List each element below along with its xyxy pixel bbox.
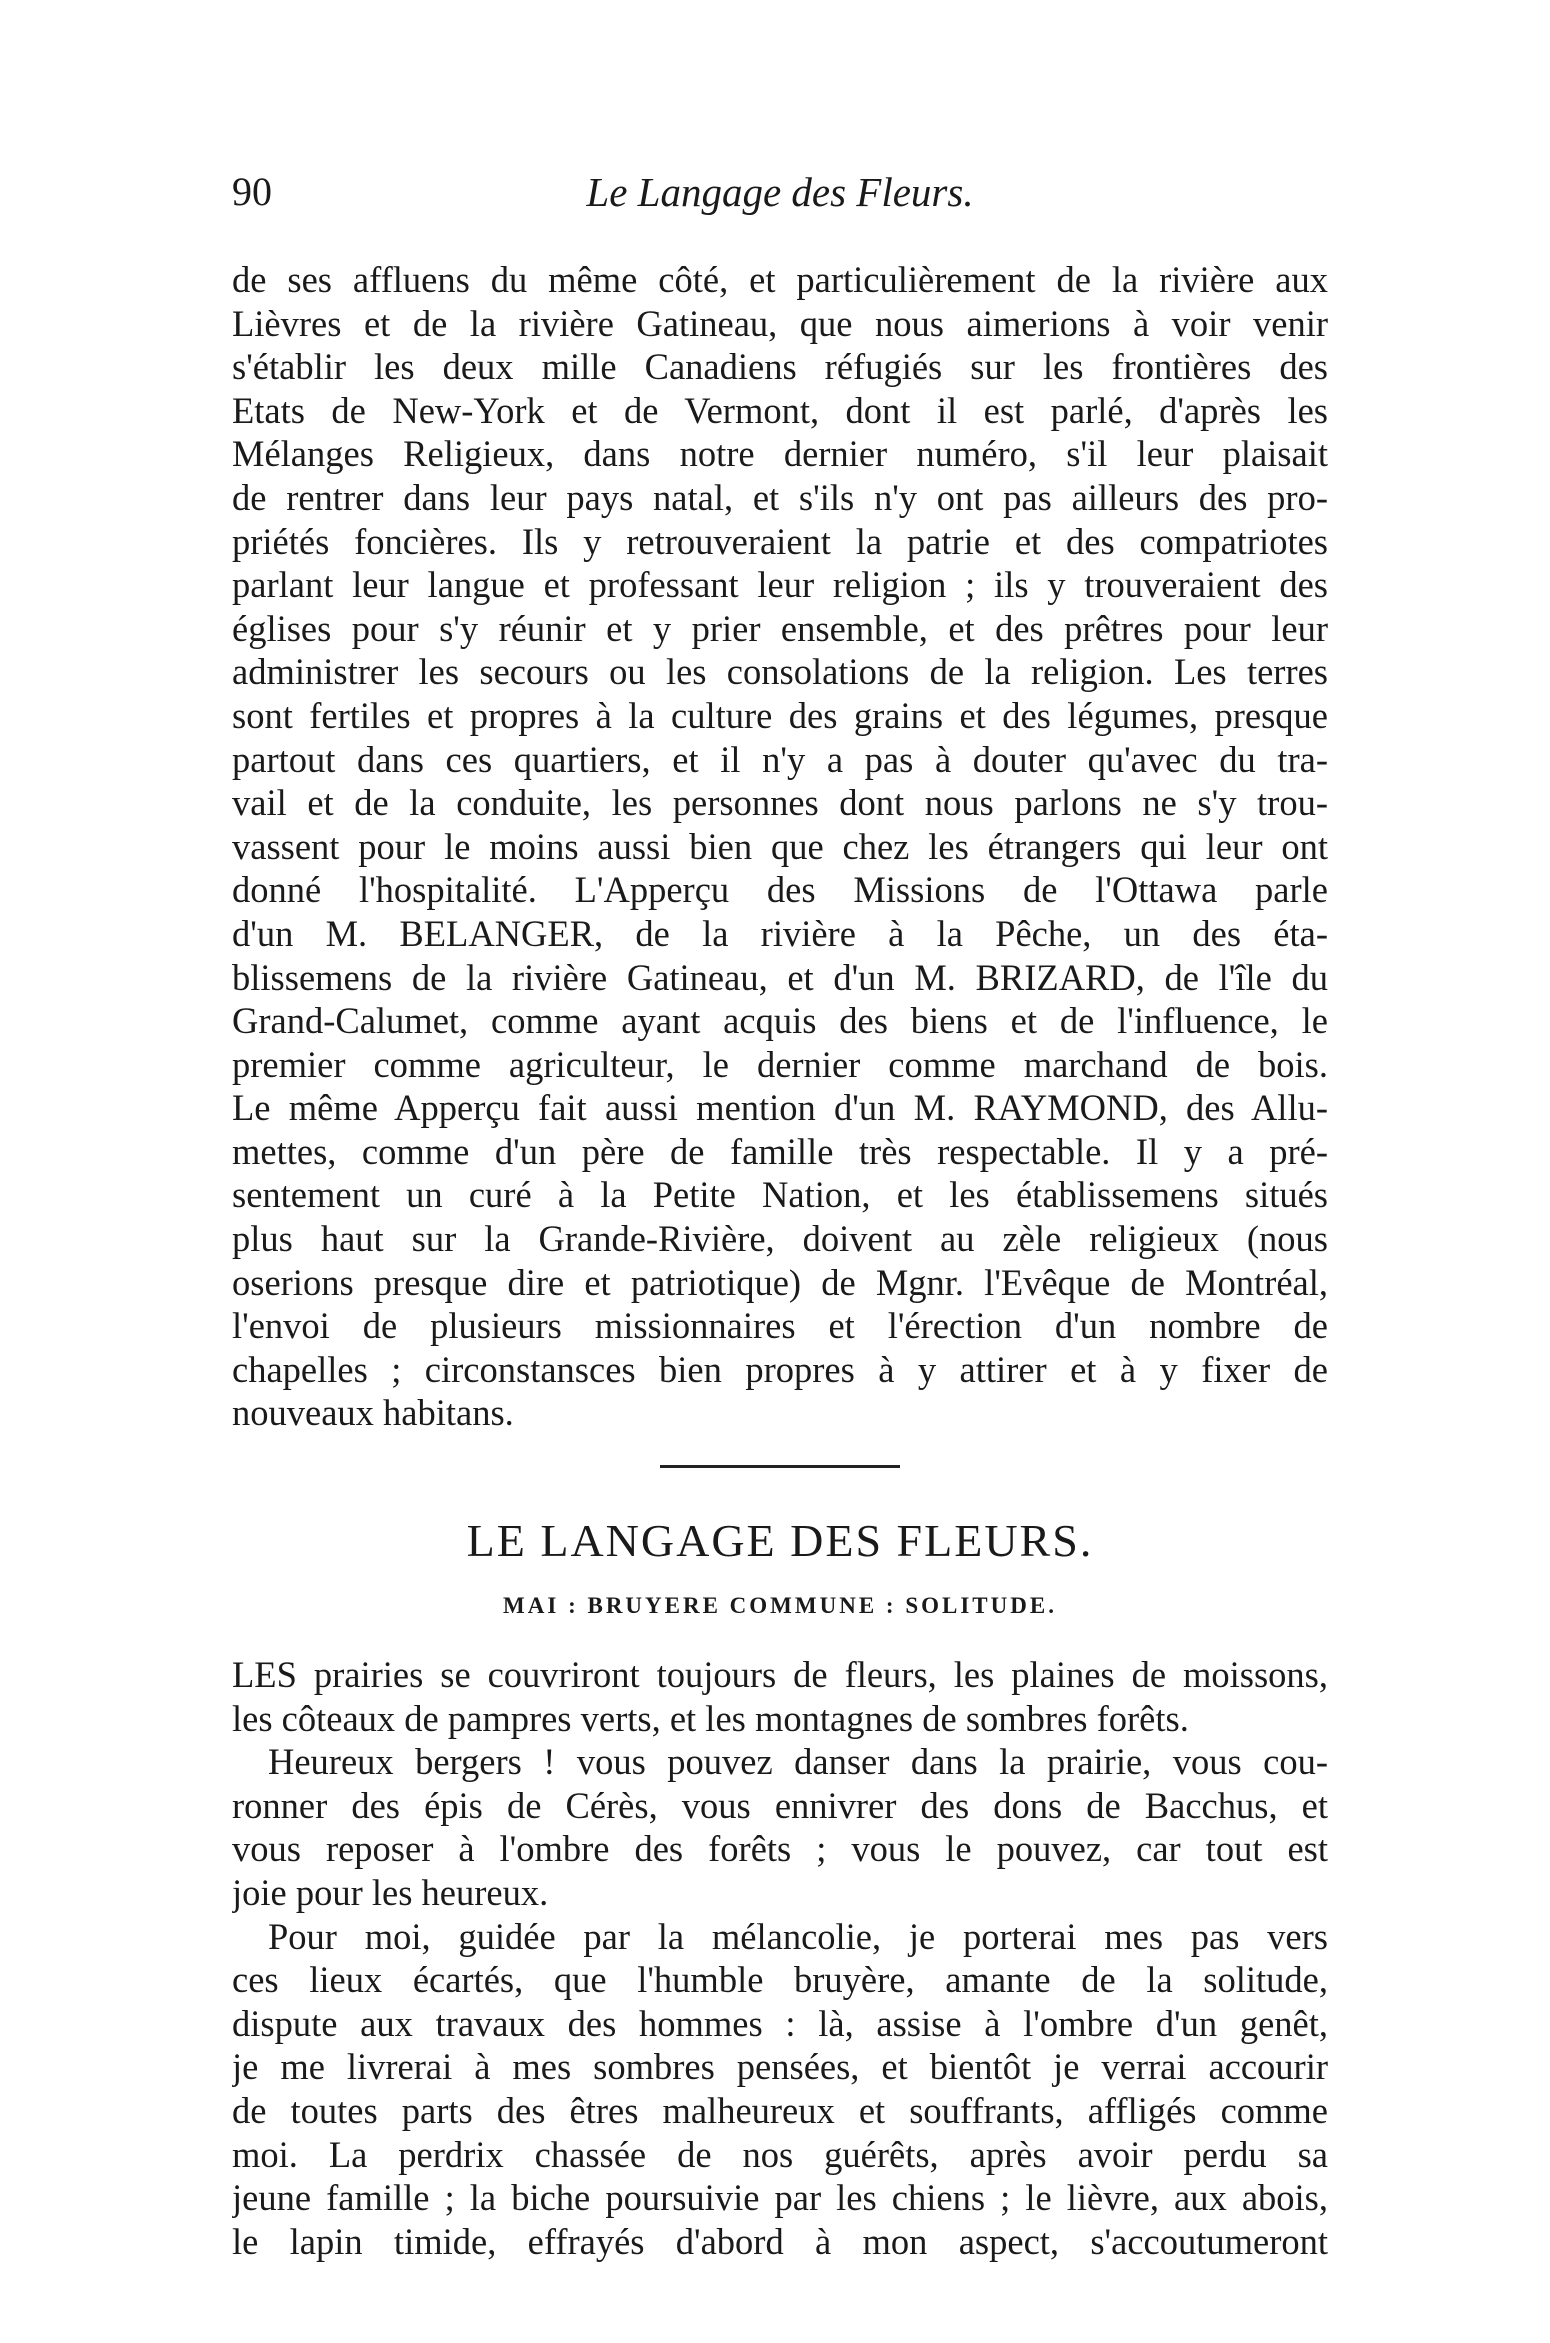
text-line: ronner des épis de Cérès, vous ennivrer des dons de Bacchus, et [232,1784,1328,1826]
section-title: LE LANGAGE DES FLEURS. [466,1515,1094,1567]
text-line: Pour moi, guidée par la mélancolie, je porterai mes pas vers [268,1915,1328,1957]
text-line: vail et de la conduite, les personnes dont nous parlons ne s'y trou- [232,782,1328,824]
paragraph [232,1653,1328,1740]
text-line: oserions presque dire et patriotique) de Mgnr. l'Evêque de Montréal, [232,1261,1328,1303]
text-line: partout dans ces quartiers, et il n'y a pas à douter qu'avec du tra- [232,738,1328,780]
text-line: joie pour les heureux. [232,1872,549,1913]
section-divider [660,1465,900,1468]
text-line: Heureux bergers ! vous pouvez danser dans la prairie, vous cou- [268,1741,1328,1783]
text-line: nouveaux habitans. [232,1392,514,1434]
text-line: moi. La perdrix chassée de nos guérêts, après avoir perdu sa [232,2133,1328,2175]
text-line: je me livrerai à mes sombres pensées, et bientôt je verrai accourir [232,2046,1328,2088]
text-line: plus haut sur la Grande-Rivière, doivent au zèle religieux (nous [232,1218,1328,1260]
text-line: l'envoi de plusieurs missionnaires et l'érection d'un nombre de [232,1305,1328,1347]
running-title: Le Langage des Fleurs. [586,169,974,215]
text-line: blissemens de la rivière Gatineau, et d'un M. BRIZARD, de l'île du [232,956,1328,998]
text-line: LES prairies se couvriront toujours de fleurs, les plaines de moissons, [232,1654,1328,1696]
text-line: le lapin timide, effrayés d'abord à mon aspect, s'accoutumeront [232,2220,1328,2262]
text-line: premier comme agriculteur, le dernier comme marchand de bois. [232,1043,1328,1085]
text-line: Mélanges Religieux, dans notre dernier numéro, s'il leur plaisait [232,433,1328,475]
article-continuation [232,258,1328,1435]
text-line: vous reposer à l'ombre des forêts ; vous le pouvez, car tout est [232,1828,1328,1870]
text-line: dispute aux travaux des hommes : là, assise à l'ombre d'un genêt, [232,2002,1328,2044]
text-line: ces lieux écartés, que l'humble bruyère, amante de la solitude, [232,1959,1328,2001]
text-line: mettes, comme d'un père de famille très respectable. Il y a pré- [232,1130,1328,1172]
text-line: sentement un curé à la Petite Nation, et les établissemens situés [232,1174,1328,1216]
text-line: Etats de New-York et de Vermont, dont il est parlé, d'après les [232,389,1328,431]
text-line: administrer les secours ou les consolations de la religion. Les terres [232,651,1328,693]
paragraph [232,1915,1328,2264]
section-subtitle: MAI : BRUYERE COMMUNE : SOLITUDE. [503,1593,1057,1619]
text-line: d'un M. BELANGER, de la rivière à la Pêche, un des éta- [232,912,1328,954]
text-line: sont fertiles et propres à la culture des grains et des légumes, presque [232,694,1328,736]
page-number: 90 [232,169,272,214]
text-line: vassent pour le moins aussi bien que chez les étrangers qui leur ont [232,825,1328,867]
text-line: donné l'hospitalité. L'Apperçu des Missions de l'Ottawa parle [232,869,1328,911]
running-head [232,168,1328,238]
paragraph [232,1740,1328,1914]
text-line: les côteaux de pampres verts, et les montagnes de sombres forêts. [232,1697,1189,1739]
text-line: s'établir les deux mille Canadiens réfugiés sur les frontières des [232,346,1328,388]
text-line: de rentrer dans leur pays natal, et s'ils n'y ont pas ailleurs des pro- [232,476,1328,518]
text-line: parlant leur langue et professant leur religion ; ils y trouveraient des [232,564,1328,606]
text-line: jeune famille ; la biche poursuivie par les chiens ; le lièvre, aux abois, [232,2177,1328,2219]
book-page [232,168,1328,2263]
text-line: priétés foncières. Ils y retrouveraient la patrie et des compatriotes [232,520,1328,562]
text-line: Le même Apperçu fait aussi mention d'un M. RAYMOND, des Allu- [232,1087,1328,1129]
text-line: chapelles ; circonstansces bien propres à y attirer et à y fixer de [232,1348,1328,1390]
text-line: Lièvres et de la rivière Gatineau, que nous aimerions à voir venir [232,302,1328,344]
text-line: églises pour s'y réunir et y prier ensemble, et des prêtres pour leur [232,607,1328,649]
text-line: de ses affluens du même côté, et particulièrement de la rivière aux [232,259,1328,300]
text-line: de toutes parts des êtres malheureux et souffrants, affligés comme [232,2089,1328,2131]
text-line: Grand-Calumet, comme ayant acquis des biens et de l'influence, le [232,1000,1328,1042]
